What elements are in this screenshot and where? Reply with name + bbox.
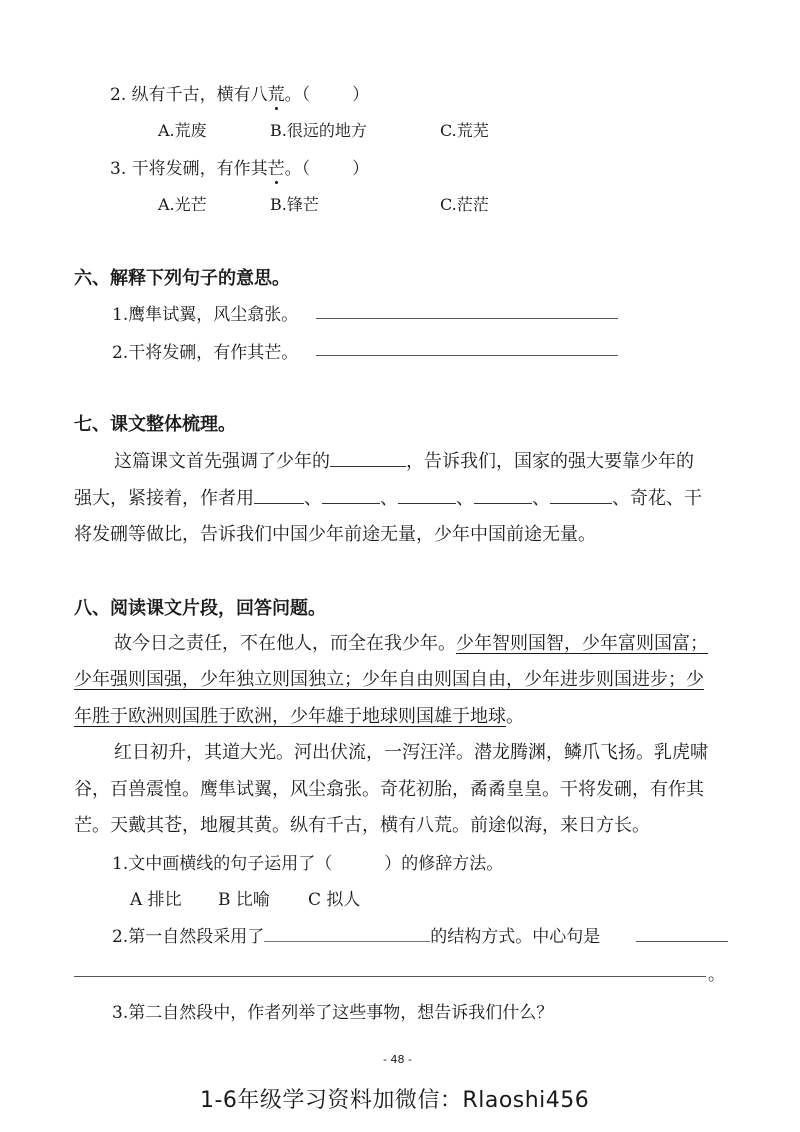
sec6-answer-line-1[interactable] xyxy=(316,318,618,319)
q2-option-b[interactable]: B.很远的地方 xyxy=(270,121,367,140)
sec7-line-3: 将发硎等做比，告诉我们中国少年前途无量，少年中国前途无量。 xyxy=(74,524,596,545)
section-6-title: 六、解释下列句子的意思。 xyxy=(74,268,290,289)
sec6-item-1: 1.鹰隼试翼，风尘翕张。 xyxy=(112,305,299,325)
q2-option-a[interactable]: A.荒废 xyxy=(158,121,207,140)
sec8-q2-blank-continued[interactable] xyxy=(74,976,706,977)
passage-p1-line-2: 少年强则国强，少年独立则国独立；少年自由则国自由，少年进步则国进步；少 xyxy=(74,669,704,690)
q3-number: 3. xyxy=(110,159,127,179)
passage-p1-line-1: 故今日之责任，不在他人，而全在我少年。少年智则国智，少年富则国富； xyxy=(114,633,708,654)
q2-text: 纵有千古，横有八 xyxy=(131,85,268,105)
sec8-q2-blank-central-sentence[interactable] xyxy=(636,941,728,942)
sec8-q1-option-c[interactable]: C 拟人 xyxy=(308,890,361,910)
passage-p2-line-3: 芒。天戴其苍，地履其黄。纵有千古，横有八荒。前途似海，来日方长。 xyxy=(74,815,650,836)
sec8-q2-end-mark: 。 xyxy=(708,965,725,985)
sec6-answer-line-2[interactable] xyxy=(316,355,618,356)
sec7-blank-5[interactable] xyxy=(474,487,532,504)
q3-open-paren: 。（ xyxy=(284,159,311,179)
sec7-blank-6[interactable] xyxy=(550,487,612,504)
sec8-q3: 3.第二自然段中，作者列举了这些事物，想告诉我们什么？ xyxy=(112,1003,554,1023)
sec6-item-2: 2.干将发硎，有作其芒。 xyxy=(112,343,299,363)
passage-p1-line-3: 年胜于欧洲则国胜于欧洲，少年雄于地球则国雄于地球。 xyxy=(74,706,524,727)
q3-option-c[interactable]: C.茫茫 xyxy=(440,195,489,214)
q3-option-a[interactable]: A.光芒 xyxy=(158,195,207,214)
q2-close-paren: ） xyxy=(352,85,370,105)
sec8-q1-option-a[interactable]: A 排比 xyxy=(130,890,182,910)
sec8-q1-option-b[interactable]: B 比喻 xyxy=(218,890,270,910)
sec7-blank-1[interactable] xyxy=(330,450,406,467)
section-7-title: 七、课文整体梳理。 xyxy=(74,414,236,435)
q3-option-b[interactable]: B.锋芒 xyxy=(270,195,319,214)
sec8-q2-blank-structure[interactable] xyxy=(264,925,430,942)
page-number: - 48 - xyxy=(383,1053,412,1066)
q3-stem xyxy=(110,154,369,179)
passage-p2-line-1: 红日初升，其道大光。河出伏流，一泻汪洋。潜龙腾渊，鳞爪飞扬。乳虎啸 xyxy=(114,742,708,763)
q3-text: 干将发硎，有作其 xyxy=(131,159,268,179)
sec7-blank-4[interactable] xyxy=(398,487,456,504)
sec7-blank-3[interactable] xyxy=(322,487,380,504)
q2-emphasis-char: 荒 xyxy=(267,85,285,105)
underlined-sentence: 少年智则国智，少年富则国富； xyxy=(456,633,708,654)
passage-p2-line-2: 谷，百兽震惶。鹰隼试翼，风尘翕张。奇花初胎，矞矞皇皇。干将发硎，有作其 xyxy=(74,779,704,800)
sec8-q1: 1.文中画横线的句子运用了（ ）的修辞方法。 xyxy=(112,854,504,874)
sec8-q2: 2.第一自然段采用了 的结构方式。中心句是 xyxy=(112,927,601,947)
q2-stem xyxy=(110,80,369,105)
sec7-line-2: 强大，紧接着，作者用 、 、 、 、 、奇花、干 xyxy=(74,488,702,509)
sec7-line-1: 这篇课文首先强调了少年的 ，告诉我们，国家的强大要靠少年的 xyxy=(114,451,694,472)
q3-emphasis-char: 芒 xyxy=(267,159,285,179)
footer-contact-text: 1-6年级学习资料加微信：Rlaoshi456 xyxy=(200,1088,590,1113)
q2-number: 2. xyxy=(110,85,127,105)
q2-option-c[interactable]: C.荒芜 xyxy=(440,121,489,140)
sec7-blank-2[interactable] xyxy=(254,487,304,504)
q2-open-paren: 。（ xyxy=(284,85,311,105)
section-8-title: 八、阅读课文片段，回答问题。 xyxy=(74,598,326,619)
q3-close-paren: ） xyxy=(352,159,370,179)
